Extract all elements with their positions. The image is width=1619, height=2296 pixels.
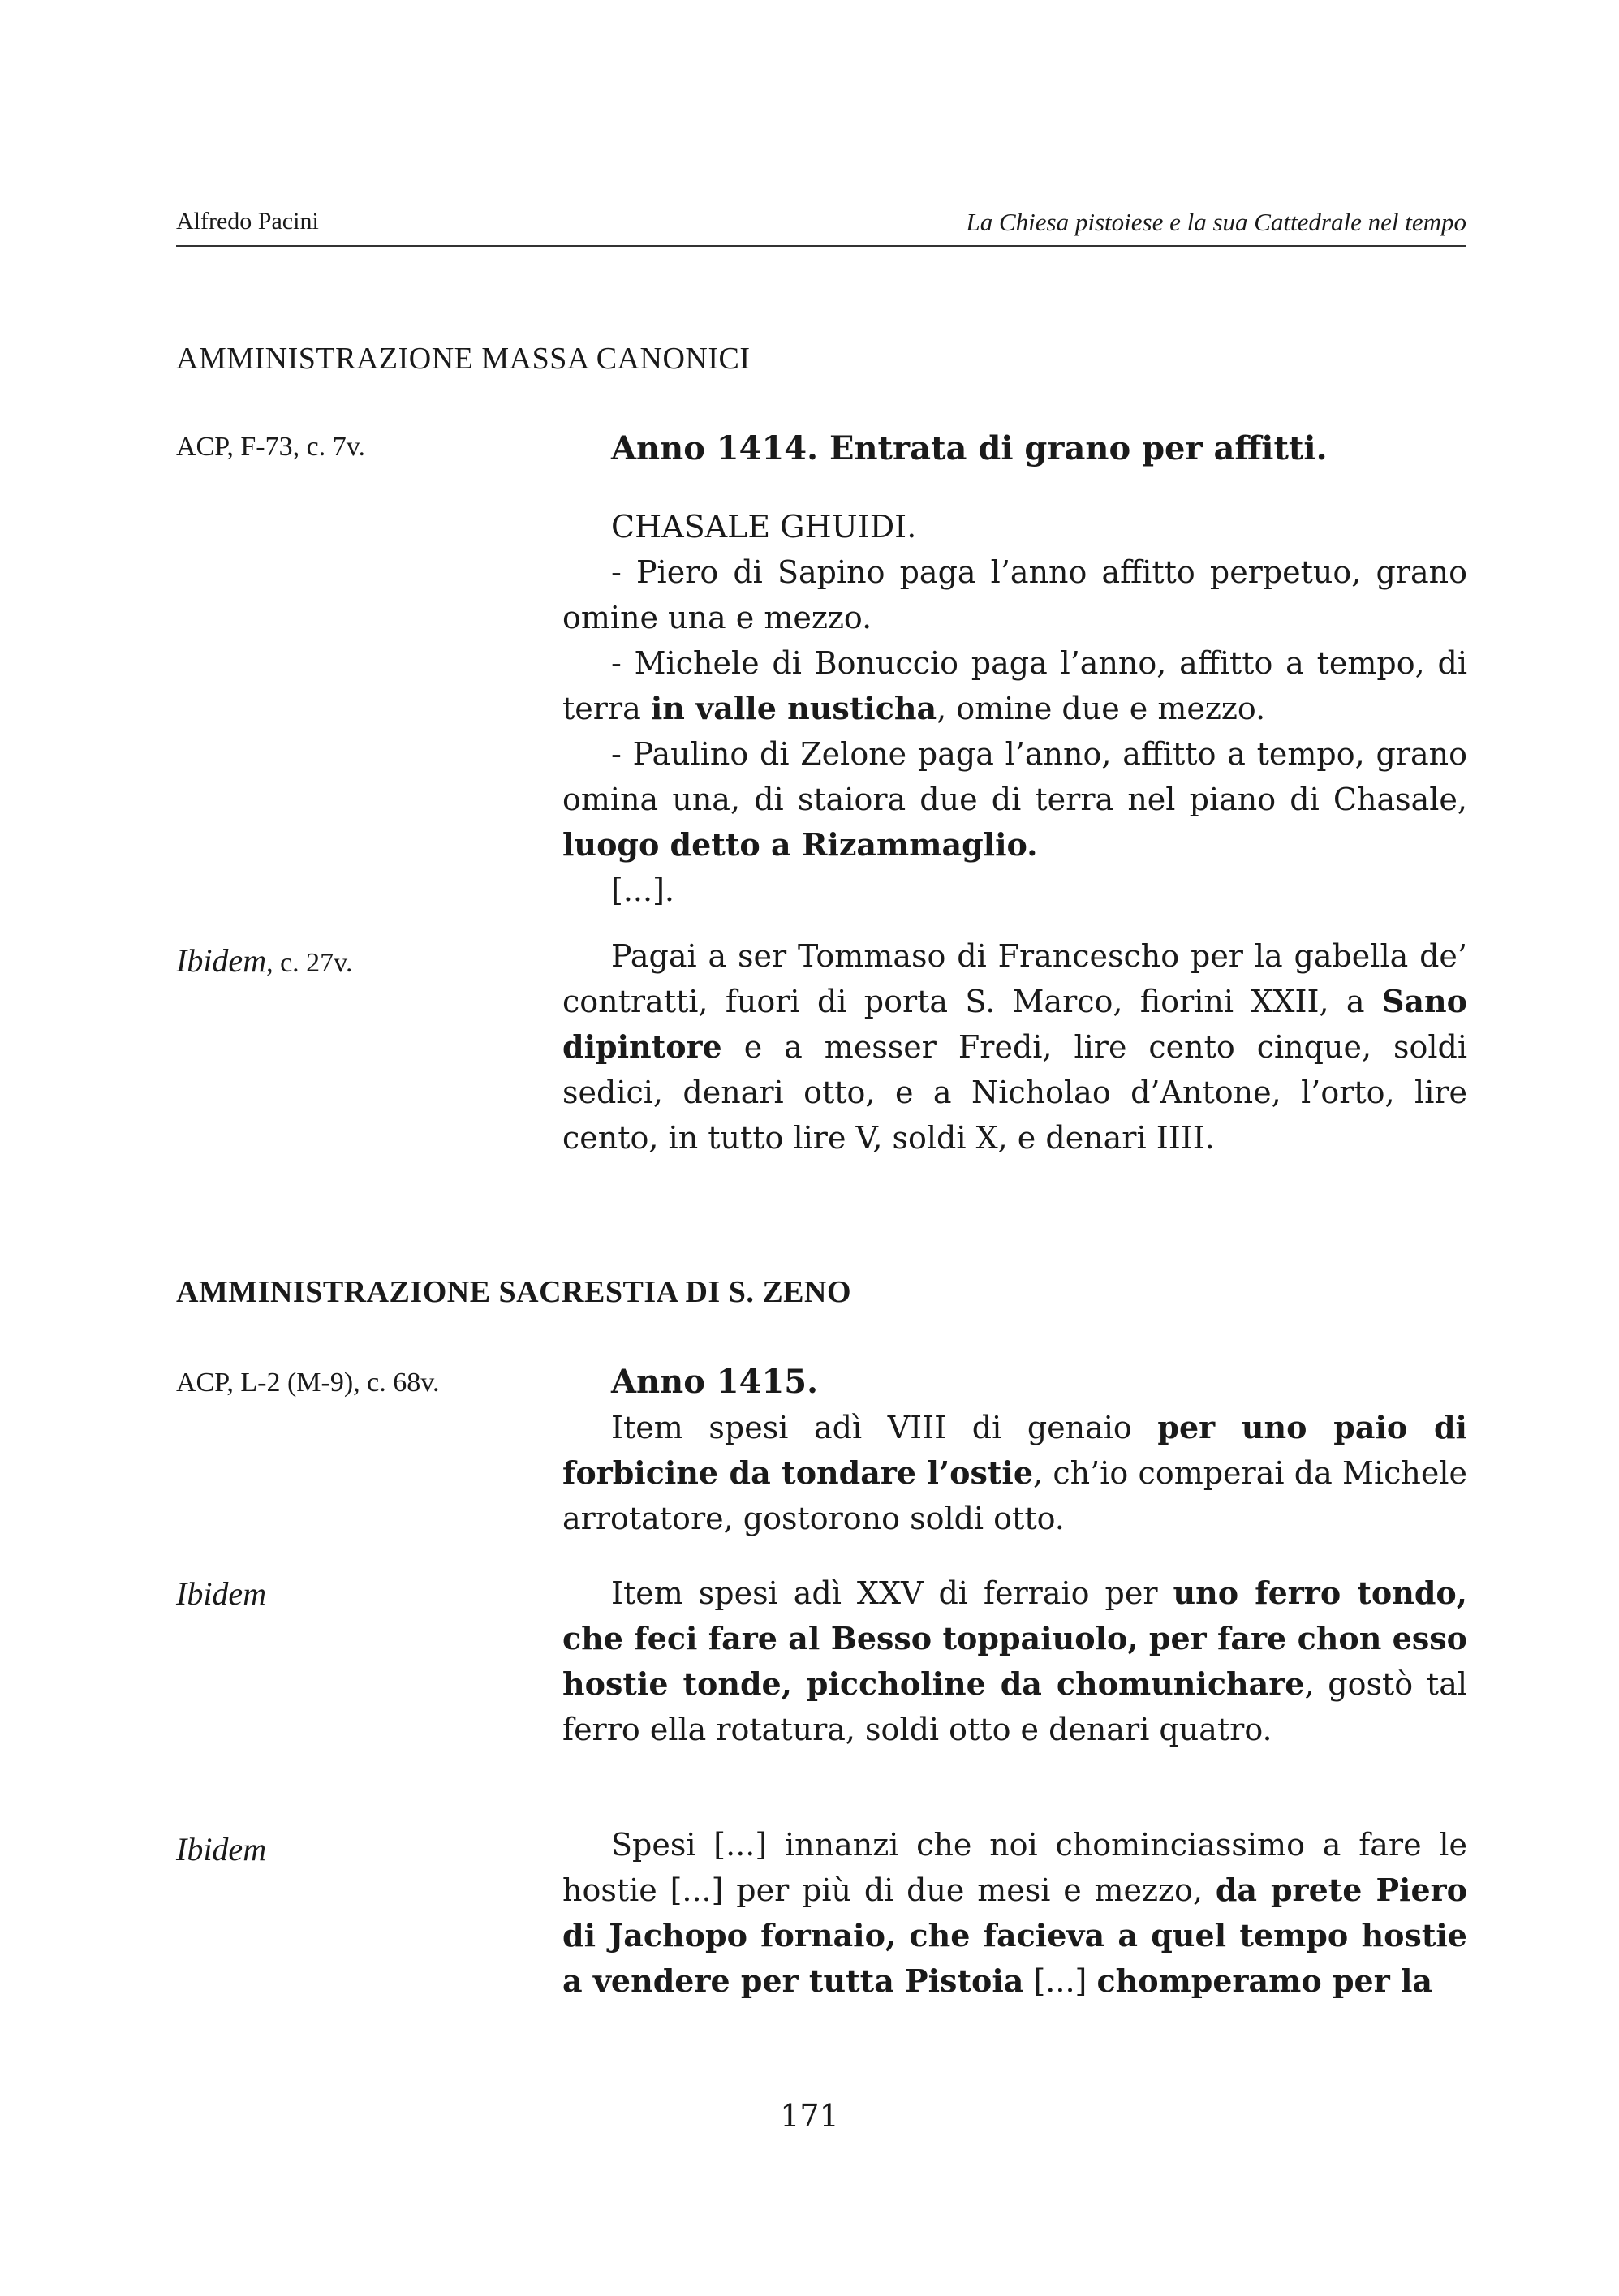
entry-title: Anno 1414. Entrata di grano per affitti. [611,429,1328,467]
place-name: CHASALE GHUIDI. [611,509,917,545]
archive-reference: Ibidem [176,1575,267,1612]
running-head [176,203,1466,247]
page-number: 171 [780,2098,839,2134]
book-title: La Chiesa pistoiese e la sua Cattedrale nel tempo [966,208,1466,236]
entry-ferro-tondo: Item spesi adì XXV di ferraio per uno ferro tondo, che feci fare al Besso toppaiuolo, per fare chon esso hostie tonde, piccholine da chomunichare, gostò tal ferro ella rotatura, soldi otto e denari quatro. [562,1574,1468,1747]
archive-reference: Ibidem, c. 27v. [176,942,353,979]
entry-title: Anno 1415. [611,1363,819,1401]
author-name: Alfredo Pacini [176,208,319,235]
section-heading-sacrestia: AMMINISTRAZIONE SACRESTIA DI S. ZENO [176,1275,852,1309]
entry-hostie: Spesi [...] innanzi che noi chominciassimo a fare le hostie [...] per più di due mesi e mezzo, da prete Piero di Jachopo fornaio, che facieva a quel tempo hostie a vendere per tutta Pistoia [...] chomperamo per la [562,1827,1467,1999]
ellipsis: [...]. [611,872,674,908]
archive-reference: ACP, L-2 (M-9), c. 68v. [176,1368,440,1398]
entry-anno-1415: Anno 1415. Item spesi adì VIII di genaio per uno paio di forbicine da tondare l’ostie, ch’io comperai da Michele arrotatore, gostorono soldi otto. [562,1359,1467,1541]
entry-line: - Paulino di Zelone paga l’anno, affitto a tempo, grano omina una, di staiora due di terra nel piano di Chasale, luogo detto a Rizammaglio. [562,736,1467,863]
entry-line: - Piero di Sapino paga l’anno affitto perpetuo, grano omine una e mezzo. [562,554,1467,635]
entry-line: - Michele di Bonuccio paga l’anno, affitto a tempo, di terra in valle nusticha, omine due e mezzo. [562,645,1467,726]
section-heading-massa-canonici: AMMINISTRAZIONE MASSA CANONICI [176,342,751,376]
archive-reference: ACP, F-73, c. 7v. [176,432,365,462]
entry-gabella: Pagai a ser Tommaso di Francescho per la gabella de’ contratti, fuori di porta S. Marco, fiorini XXII, a Sano dipintore e a messer Fredi, lire cento cinque, soldi sedici, denari otto, e a Nicholao d’Antone, l’orto, lire cento, in tutto lire V, soldi X, e denari IIII. [562,938,1467,1156]
entry-anno-1414 [562,426,1467,913]
archive-reference: Ibidem [176,1831,267,1867]
